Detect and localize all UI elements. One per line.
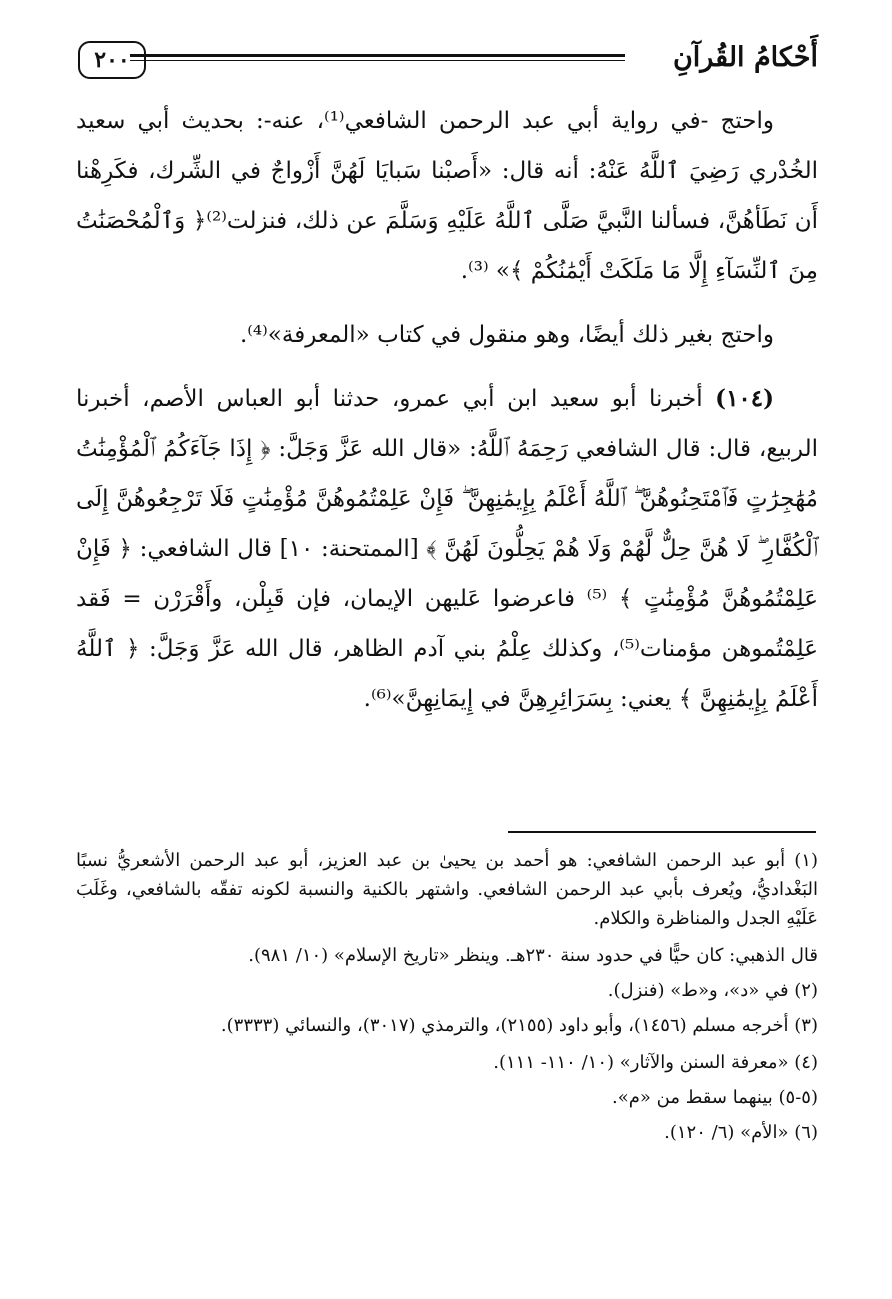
footnote-4: (٤) «معرفة السنن والآثار» (١٠/ ١١٠- ١١١). bbox=[493, 1052, 818, 1073]
footnotes bbox=[76, 846, 818, 1153]
footnote-1-note: قال الذهبي: كان حيًّا في حدود سنة ٢٣٠هـ. وينظر «تاريخ الإسلام» (١٠/ ٩٨١). bbox=[248, 945, 818, 966]
narration-number: (١٠٤) bbox=[715, 385, 775, 412]
footnote-separator bbox=[508, 831, 816, 833]
paragraph-3-text: أخبرنا أبو سعيد ابن أبي عمرو، حدثنا أبو العباس الأصم، أخبرنا الربيع، قال: قال الشافعي رَحِمَهُ ٱللَّهُ: «قال الله عَزَّ وَجَلَّ: ﴿ إِذَا جَآءَكُمُ ٱلْمُؤْمِنَٰتُ مُهَٰجِرَٰتٍ فَٱمْتَحِنُوهُنَّ ۖ ٱللَّهُ أَعْلَمُ بِإِيمَٰنِهِنَّ ۖ فَإِنْ عَلِمْتُمُوهُنَّ مُؤْمِنَٰتٍ فَلَا تَرْجِعُوهُنَّ إِلَى ٱلْكُفَّارِ ۖ لَا هُنَّ حِلٌّ لَّهُمْ وَلَا هُمْ يَحِلُّونَ لَهُنَّ ﴾ [الممتحنة: ١٠] قال الشافعي: ﴿ فَإِنْ عَلِمْتُمُوهُنَّ مُؤْمِنَٰتٍ ﴾ ⁽⁵⁾ فاعرضوا عَليهن الإيمان، فإن قَبِلْن، وأَقْرَرْن = فَقد عَلِمْتُموهن مؤمنات⁽⁵⁾، وكذلك عِلْمُ بني آدم الظاهر، قال الله عَزَّ وَجَلَّ: ﴿ ٱللَّهُ أَعْلَمُ بِإِيمَٰنِهِنَّ ﴾ يعني: بِسَرَائِرِهِنَّ في إِيمَانِهِنَّ»⁽⁶⁾. bbox=[76, 386, 818, 712]
paragraph-2: واحتج بغير ذلك أيضًا، وهو منقول في كتاب «المعرفة»⁽⁴⁾. bbox=[239, 322, 774, 348]
running-title: أَحْكامُ القُرآنِ bbox=[672, 42, 818, 73]
footnote-1: (١) أبو عبد الرحمن الشافعي: هو أحمد بن يحيىٰ بن عبد العزيز، أبو عبد الرحمن الأشعريُّ نسبًا البَغْداديُّ، ويُعرف بأبي عبد الرحمن الشافعي. واشتهر بالكنية والنسبة لكونه تفقّه بالشافعي، وغَلَبَ عَلَيْهِ الجدل والمناظرة والكلام. bbox=[76, 850, 818, 929]
page-number: ٢٠٠ bbox=[78, 41, 146, 79]
footnote-5: (٥-٥) بينهما سقط من «م». bbox=[612, 1087, 818, 1108]
footnote-6: (٦) «الأم» (٦/ ١٢٠). bbox=[664, 1122, 818, 1143]
footnote-3: (٣) أخرجه مسلم (١٤٥٦)، وأبو داود (٢١٥٥)، والترمذي (٣٠١٧)، والنسائي (٣٣٣٣). bbox=[220, 1015, 818, 1036]
page-header bbox=[78, 38, 818, 82]
paragraph-3 bbox=[76, 374, 818, 724]
main-text bbox=[76, 96, 818, 724]
header-rule bbox=[130, 54, 625, 61]
footnote-2: (٢) في «د»، و«ط» (فنزل). bbox=[607, 980, 818, 1001]
paragraph-1: واحتج -في رواية أبي عبد الرحمن الشافعي⁽¹⁾، عنه-: بحديث أبي سعيد الخُدْري رَضِيَ ٱللَّهُ عَنْهُ: أنه قال: «أَصبْنا سَبايَا لَهُنَّ أَزْواجٌ في الشِّرك، فكَرِهْنا أَن نَطَأهُنَّ، فسألنا النَّبيَّ صَلَّى ٱللَّهُ عَلَيْهِ وَسَلَّمَ عن ذلك، فنزلت⁽²⁾﴿ وَٱلْمُحْصَنَٰتُ مِنَ ٱلنِّسَآءِ إِلَّا مَا مَلَكَتْ أَيْمَٰنُكُمْ ﴾» ⁽³⁾. bbox=[76, 108, 818, 284]
